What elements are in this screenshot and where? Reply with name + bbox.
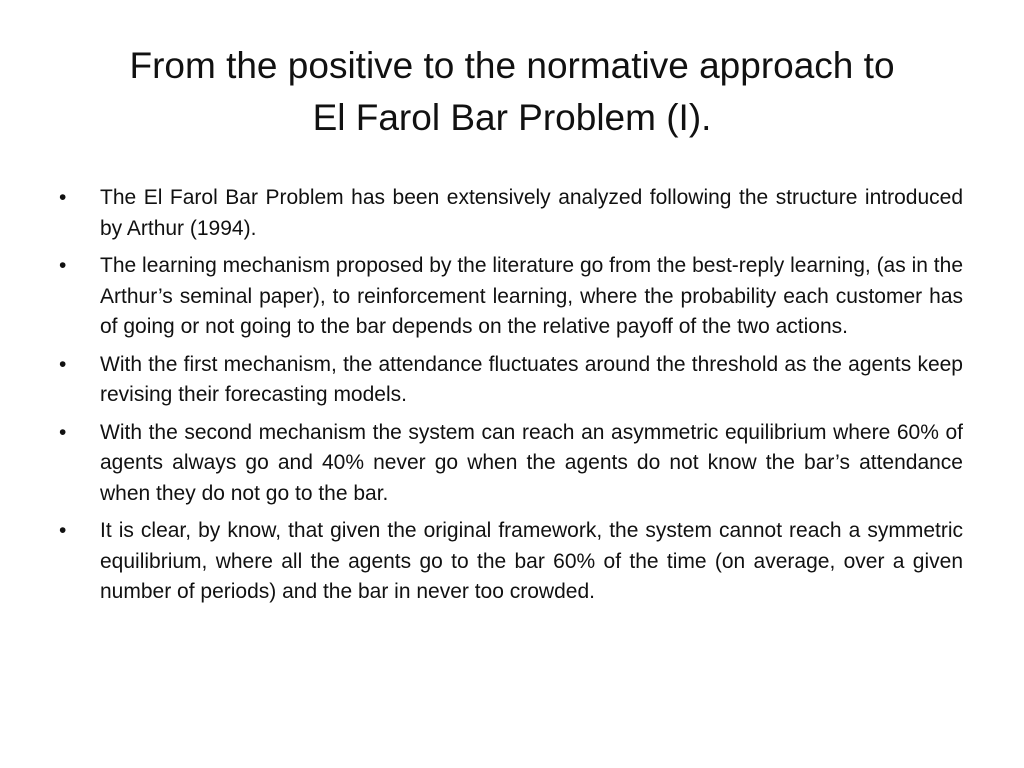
bullet-marker: • bbox=[59, 352, 67, 376]
bullet-list bbox=[58, 183, 963, 615]
bullet-item-1 bbox=[58, 183, 963, 244]
bullet-text-1: The El Farol Bar Problem has been extensively analyzed following the structure introduced by Arthur (1994). bbox=[100, 186, 963, 240]
bullet-marker: • bbox=[59, 519, 67, 542]
bullet-item-2 bbox=[58, 251, 963, 343]
bullet-marker: • bbox=[59, 420, 67, 444]
bullet-text-2: The learning mechanism proposed by the literature go from the best-reply learning, (as in the Arthur’s seminal paper), to reinforcement learning, where the probability each customer has of going or not going to the bar depends on the relative payoff of the two actions. bbox=[100, 254, 963, 338]
slide-title bbox=[60, 40, 964, 144]
bullet-text-4: With the second mechanism the system can reach an asymmetric equilibrium where 60% of agents always go and 40% never go when the agents do not know the bar’s attendance when they do not go to the bar. bbox=[100, 420, 963, 505]
bullet-item-4 bbox=[58, 418, 963, 510]
bullet-text-5: It is clear, by know, that given the original framework, the system cannot reach a symmetric equilibrium, where all the agents go to the bar 60% of the time (on average, over a given number of periods) and the bar in never too crowded. bbox=[100, 519, 963, 603]
bullet-marker: • bbox=[59, 254, 67, 277]
bullet-marker: • bbox=[59, 186, 67, 209]
slide-title-line-2: El Farol Bar Problem (I). bbox=[312, 97, 712, 138]
bullet-item-3 bbox=[58, 350, 963, 411]
bullet-item-5 bbox=[58, 516, 963, 608]
bullet-text-3: With the first mechanism, the attendance fluctuates around the threshold as the agents keep revising their forecasting models. bbox=[100, 352, 963, 406]
slide-title-line-1: From the positive to the normative approach to bbox=[129, 45, 895, 86]
